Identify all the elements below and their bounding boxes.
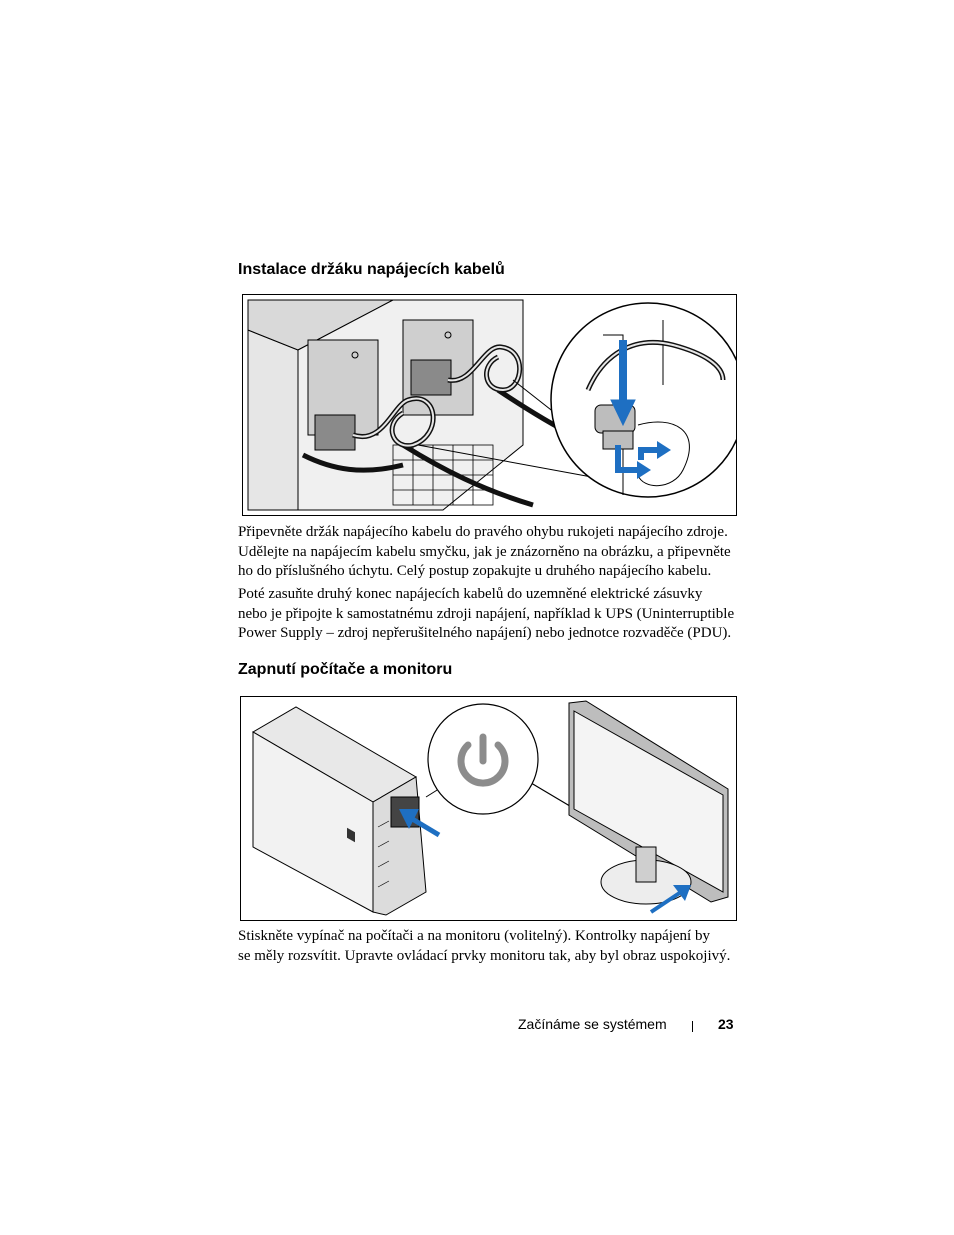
cable-retention-figure bbox=[242, 294, 737, 516]
paragraph-line: Poté zasuňte druhý konec napájecích kabelů do uzemněné elektrické zásuvky bbox=[238, 586, 703, 602]
cable-retention-paragraph-2 bbox=[238, 585, 734, 644]
page-number: 23 bbox=[718, 1016, 734, 1032]
paragraph-line: nebo je připojte k samostatnému zdroji napájení, například k UPS (Uninterruptible bbox=[238, 605, 735, 622]
paragraph-line: ho do příslušného úchytu. Celý postup zopakujte u druhého napájecího kabelu. bbox=[238, 563, 712, 579]
cable-retention-paragraph-1 bbox=[238, 523, 731, 582]
power-button-illustration bbox=[241, 697, 736, 920]
power-cable-retention-illustration bbox=[243, 295, 736, 515]
paragraph-line: Power Supply – zdroj nepřerušitelného napájení) nebo jednotce rozvaděče (PDU). bbox=[238, 625, 732, 641]
power-on-figure bbox=[240, 696, 737, 921]
section-heading-cable-retention: Instalace držáku napájecích kabelů bbox=[238, 261, 505, 278]
footer-chapter-title: Začínáme se systémem bbox=[518, 1016, 667, 1032]
footer-divider bbox=[692, 1021, 693, 1032]
paragraph-line: Stiskněte vypínač na počítači a na monitoru (volitelný). Kontrolky napájení by bbox=[238, 928, 710, 944]
paragraph-line: se měly rozsvítit. Upravte ovládací prvky monitoru tak, aby byl obraz uspokojivý. bbox=[238, 947, 731, 964]
section-heading-power-on: Zapnutí počítače a monitoru bbox=[238, 661, 453, 678]
paragraph-line: Připevněte držák napájecího kabelu do pravého ohybu rukojeti napájecího zdroje. bbox=[238, 524, 728, 540]
power-on-paragraph bbox=[238, 927, 730, 966]
paragraph-line: Udělejte na napájecím kabelu smyčku, jak je znázorněno na obrázku, a připevněte bbox=[238, 543, 731, 560]
